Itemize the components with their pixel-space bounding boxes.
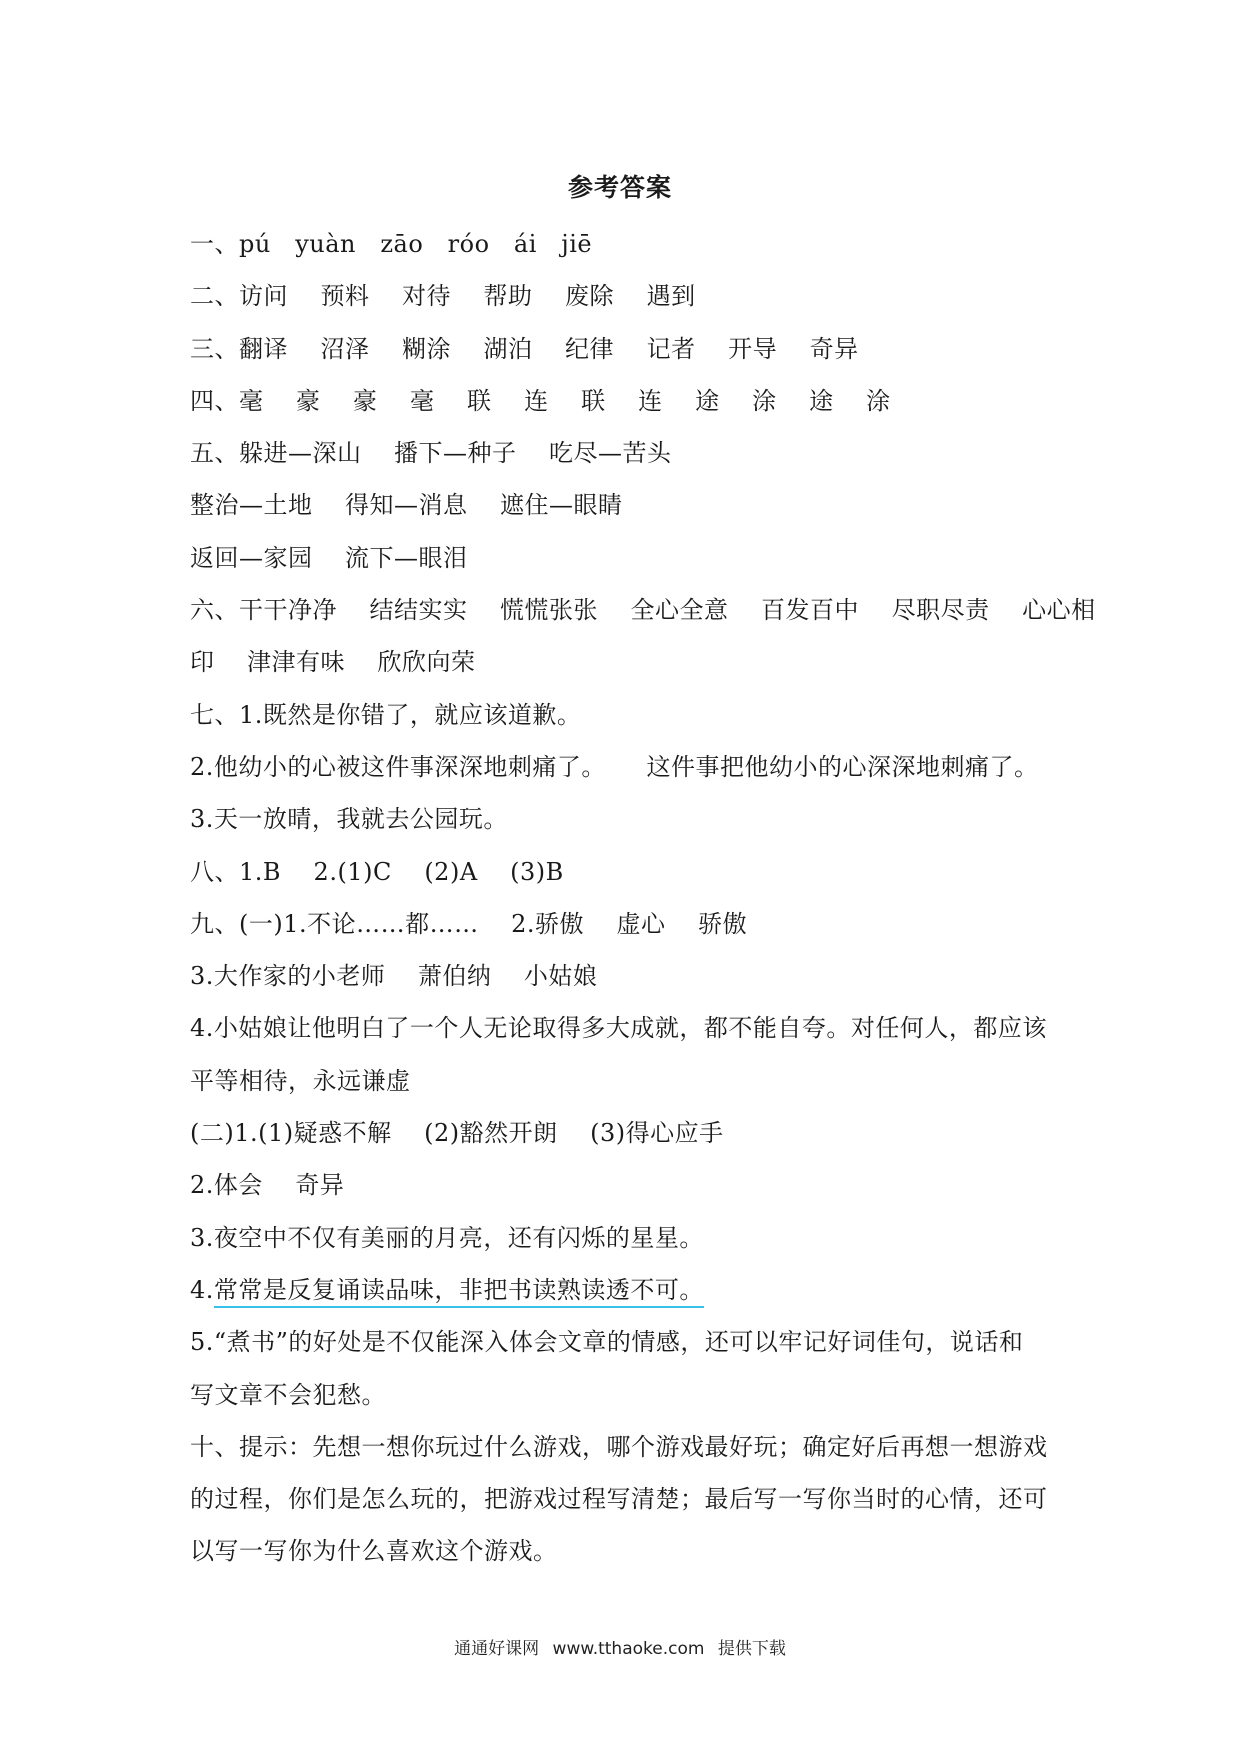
- answer-line-22: 5.“煮书”的好处是不仅能深入体会文章的情感，还可以牢记好词佳句，说话和: [190, 1328, 1024, 1357]
- answer-line-19: 2.体会 奇异: [190, 1171, 345, 1200]
- answer-line-1: 一、pú yuàn zāo róo ái jiē: [190, 230, 593, 258]
- answer-line-4: 四、毫 豪 豪 毫 联 连 联 连 途 涂 途 涂: [190, 386, 891, 415]
- answer-line-2: 二、访问 预料 对待 帮助 废除 遇到: [190, 282, 696, 311]
- answer-line-6: 整治—土地 得知—消息 遮住—眼睛: [190, 491, 623, 520]
- footer-suffix: 提供下载: [717, 1639, 786, 1659]
- answer-line-20: 3.夜空中不仅有美丽的月亮，还有闪烁的星星。: [190, 1223, 704, 1252]
- answer-line-10: 七、1.既然是你错了，就应该道歉。: [190, 700, 582, 729]
- answer-line-12: 3.天一放晴，我就去公园玩。: [190, 805, 508, 834]
- page-footer: [0, 1634, 1240, 1659]
- answer-content: [190, 218, 1096, 1578]
- answer-line-24: 十、提示：先想一想你玩过什么游戏，哪个游戏最好玩；确定好后再想一想游戏: [190, 1432, 1048, 1461]
- footer-site-name: 通通好课网: [454, 1639, 540, 1659]
- answer-line-7: 返回—家园 流下—眼泪: [190, 543, 468, 572]
- answer-line-21: [190, 1264, 1070, 1316]
- answer-line-17: 平等相待，永远谦虚: [190, 1066, 411, 1095]
- answer-line-18: (二)1.(1)疑惑不解 (2)豁然开朗 (3)得心应手: [190, 1119, 724, 1148]
- answer-line-3: 三、翻译 沼泽 糊涂 湖泊 纪律 记者 开导 奇异: [190, 334, 859, 363]
- answer-line-23: 写文章不会犯愁。: [190, 1380, 386, 1409]
- answer-line-21-prefix: 4.: [190, 1275, 214, 1304]
- answer-line-11: 2.他幼小的心被这件事深深地刺痛了。 这件事把他幼小的心深深地刺痛了。: [190, 752, 1039, 781]
- answer-line-9: 印 津津有味 欣欣向荣: [190, 648, 476, 677]
- answer-line-5: 五、躲进—深山 播下—种子 吃尽—苦头: [190, 439, 672, 468]
- page-title: 参考答案: [567, 173, 672, 202]
- answer-line-15: 3.大作家的小老师 萧伯纳 小姑娘: [190, 962, 598, 991]
- answer-line-26: 以写一写你为什么喜欢这个游戏。: [190, 1537, 558, 1566]
- answer-line-16: 4.小姑娘让他明白了一个人无论取得多大成就，都不能自夸。对任何人，都应该: [190, 1014, 1047, 1043]
- answer-line-14: 九、(一)1.不论……都…… 2.骄傲 虚心 骄傲: [190, 909, 748, 938]
- answer-line-8: 六、干干净净 结结实实 慌慌张张 全心全意 百发百中 尽职尽责 心心相: [190, 596, 1096, 625]
- answer-line-25: 的过程，你们是怎么玩的，把游戏过程写清楚；最后写一写你当时的心情，还可: [190, 1485, 1048, 1514]
- answer-line-13: 八、1.B 2.(1)C (2)A (3)B: [190, 857, 564, 886]
- footer-url[interactable]: www.tthaoke.com: [552, 1639, 705, 1659]
- underlined-answer: 常常是反复诵读品味，非把书读熟读透不可。: [214, 1276, 704, 1308]
